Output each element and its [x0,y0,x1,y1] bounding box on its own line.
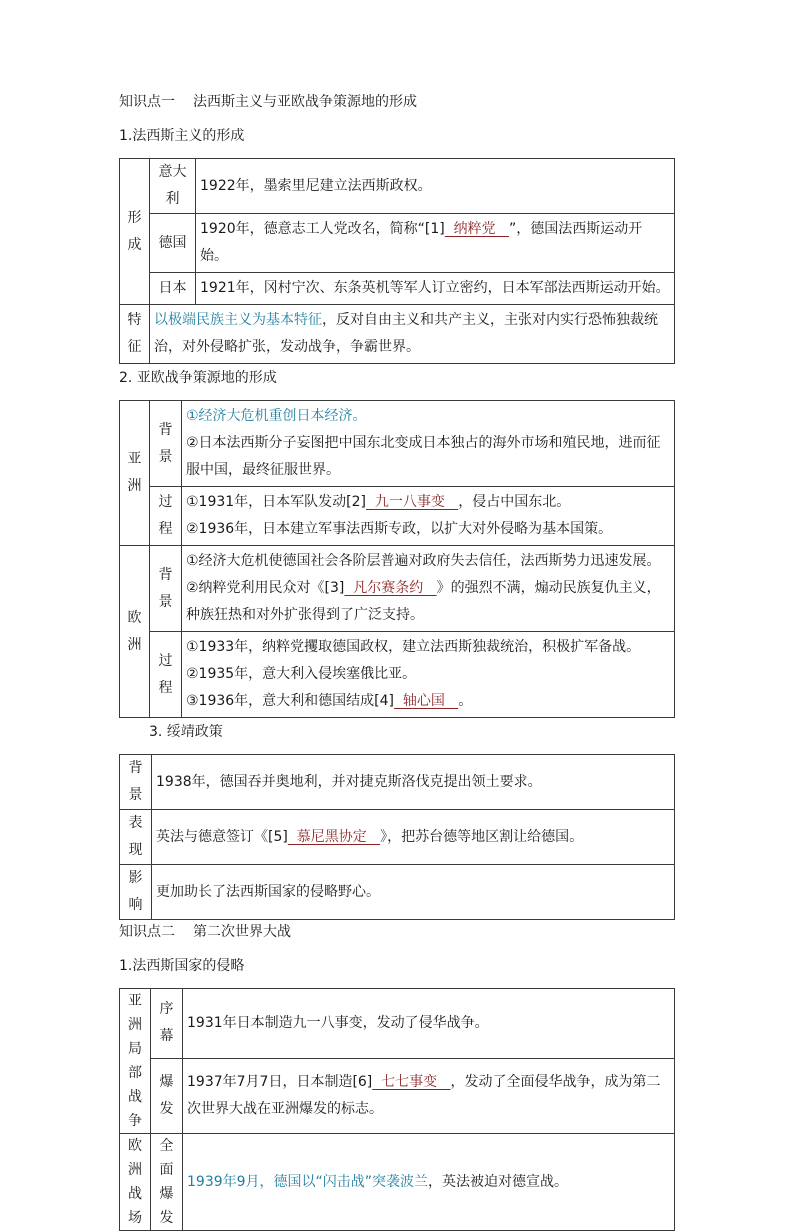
section-heading-2 [119,922,675,942]
appeasement-impact: 更加助长了法西斯国家的侵略野心。 [152,865,675,920]
feature-text: 以极端民族主义为基本特征，反对自由主义和共产主义，主张对内实行恐怖独裁统治，对外侵略扩张，发动战争，争霸世界。 [150,305,675,364]
japan-label: 日本 [150,273,196,305]
subheading-aggression: 1.法西斯国家的侵略 [119,958,245,974]
feature-highlight: 以极端民族主义为基本特征 [154,312,322,328]
table-row [120,305,675,364]
germany-text: 1920年，德意志工人党改名，简称“[1] 纳粹党 ”，德国法西斯运动开始。 [196,214,675,273]
feature-label: 特征 [120,305,150,364]
appeasement-impact-label: 影响 [120,865,152,920]
subheading-fascism: 1.法西斯主义的形成 [119,128,245,144]
section-title: 法西斯主义与亚欧战争策源地的形成 [193,94,417,110]
section-number: 知识点一 [119,94,175,110]
table-row [120,1058,675,1133]
outbreak-text: 1937年7月7日，日本制造[6] 七七事变 ，发动了全面侵华战争，成为第二次世界大战在亚洲爆发的标志。 [183,1058,675,1133]
appeasement-show-label: 表现 [120,810,152,865]
europe-front-label: 欧洲战场 [120,1134,151,1231]
europe-label: 欧洲 [120,546,150,718]
table-row [120,546,675,632]
asia-background: ①经济大危机重创日本经济。 ②日本法西斯分子妄图把中国东北变成日本独占的海外市场和殖民地，进而征服中国，最终征服世界。 [182,401,675,487]
appeasement-table [119,754,675,920]
appeasement-background: 1938年，德国吞并奥地利，并对捷克斯洛伐克提出领土要求。 [152,755,675,810]
answer-blank-6: 七七事变 [372,1073,451,1090]
asia-process-label: 过程 [150,487,182,546]
table-row [120,865,675,920]
answer-blank-5: 慕尼黑协定 [287,828,381,845]
table-row [120,810,675,865]
subheading-appeasement: 3. 绥靖政策 [149,724,223,740]
germany-label: 德国 [150,214,196,273]
japan-text: 1921年，冈村宁次、东条英机等军人订立密约，日本军部法西斯运动开始。 [196,273,675,305]
answer-blank-2: 九一八事变 [366,494,459,510]
table-row [120,1134,675,1231]
europe-process-label: 过程 [150,632,182,718]
europe-background-label: 背景 [150,546,182,632]
appeasement-show: 英法与德意签订《[5] 慕尼黑协定 》，把苏台德等地区割让给德国。 [152,810,675,865]
asia-war-label: 亚洲局部战争 [120,989,151,1134]
war-sources-table [119,400,675,718]
full-outbreak-highlight: 1939年9月，德国以“闪击战”突袭波兰 [187,1173,429,1190]
table-row [120,401,675,487]
italy-label: 意大利 [150,159,196,214]
europe-background: ①经济大危机使德国社会各阶层普遍对政府失去信任，法西斯势力迅速发展。 ②纳粹党利用民众对《[3] 凡尔赛条约 》的强烈不满，煽动民族复仇主义，种族狂热和对外扩张得到了广泛支持。 [182,546,675,632]
outbreak-label: 爆发 [151,1058,183,1133]
asia-process: ①1931年，日本军队发动[2] 九一八事变 ，侵占中国东北。 ②1936年，日本建立军事法西斯专政，以扩大对外侵略为基本国策。 [182,487,675,546]
answer-blank-4: 轴心国 [394,693,459,709]
answer-blank-1: 纳粹党 [444,221,509,237]
italy-text: 1922年，墨索里尼建立法西斯政权。 [196,159,675,214]
table-row [120,273,675,305]
section-title: 第二次世界大战 [193,924,291,940]
asia-label: 亚洲 [120,401,150,546]
asia-background-label: 背景 [150,401,182,487]
prelude-text: 1931年日本制造九一八事变，发动了侵华战争。 [183,989,675,1059]
table-row [120,989,675,1059]
table-row [120,755,675,810]
table-row [120,632,675,718]
table-row [120,214,675,273]
section-number: 知识点二 [119,924,175,940]
answer-blank-3: 凡尔赛条约 [344,580,437,596]
fascism-table [119,158,675,364]
full-outbreak-label: 全面爆发 [151,1134,183,1231]
full-outbreak-text: 1939年9月，德国以“闪击战”突袭波兰，英法被迫对德宣战。 [183,1134,675,1231]
table-row [120,487,675,546]
subheading-war-sources: 2. 亚欧战争策源地的形成 [119,370,277,386]
section-heading-1 [119,92,675,112]
table-row [120,159,675,214]
prelude-label: 序幕 [151,989,183,1059]
formation-label: 形成 [120,159,150,305]
europe-process: ①1933年，纳粹党攫取德国政权，建立法西斯独裁统治，积极扩军备战。 ②1935年，意大利入侵埃塞俄比亚。 ③1936年，意大利和德国结成[4] 轴心国 。 [182,632,675,718]
aggression-table [119,988,675,1231]
document-page [119,92,675,1231]
appeasement-background-label: 背景 [120,755,152,810]
